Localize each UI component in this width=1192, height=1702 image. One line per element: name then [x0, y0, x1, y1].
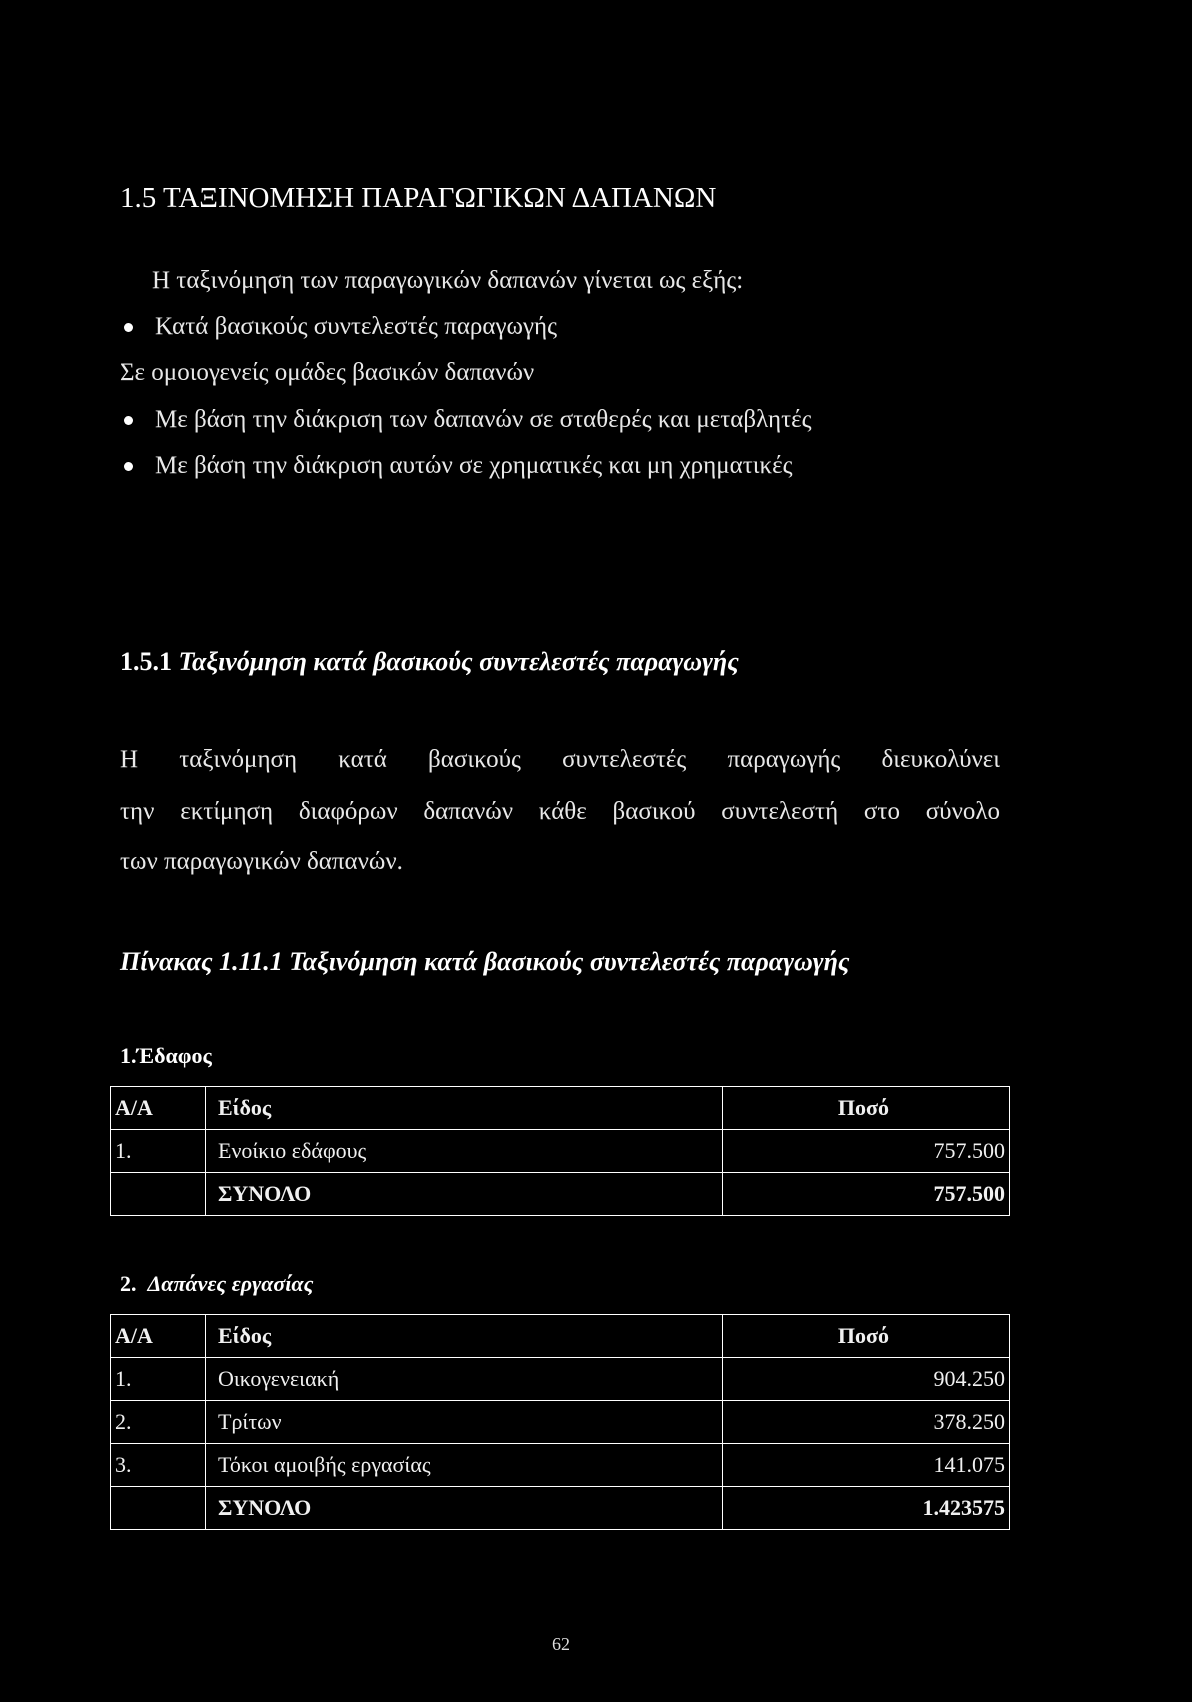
section-title: [120, 1042, 212, 1070]
cell-amount: 378.250: [723, 1401, 1010, 1444]
table-row: [111, 1130, 1010, 1173]
cell-aa: 1.: [111, 1358, 206, 1401]
paragraph-line: των παραγωγικών δαπανών.: [120, 848, 403, 875]
subsection-heading: [120, 645, 739, 679]
section-title: [120, 1270, 313, 1298]
intro-text: Η ταξινόμηση των παραγωγικών δαπανών γίνεται ως εξής:: [152, 267, 744, 294]
cell-blank: [111, 1487, 206, 1530]
section-number: 1.: [120, 1043, 137, 1068]
total-amount: 757.500: [723, 1173, 1010, 1216]
table-header-row: [111, 1315, 1010, 1358]
cell-aa: 3.: [111, 1444, 206, 1487]
cell-amount: 141.075: [723, 1444, 1010, 1487]
table-caption-label: Πίνακας 1.11.1: [120, 947, 283, 976]
table-total-row: [111, 1173, 1010, 1216]
list-item: [124, 404, 812, 436]
header-amount: Ποσό: [723, 1087, 1010, 1130]
list-item-text: Κατά βασικούς συντελεστές παραγωγής: [155, 313, 558, 340]
section-name: Έδαφος: [136, 1043, 212, 1068]
header-aa: Α/Α: [111, 1315, 206, 1358]
list-item-text: Με βάση την διάκριση των δαπανών σε σταθερές και μεταβλητές: [155, 406, 812, 433]
list-item: [120, 357, 534, 389]
cell-aa: 2.: [111, 1401, 206, 1444]
header-amount: Ποσό: [723, 1315, 1010, 1358]
page-number: 62: [552, 1634, 570, 1654]
list-item: [124, 450, 793, 482]
subsection-number: 1.5.1: [120, 647, 172, 676]
list-item-text: Σε ομοιογενείς ομάδες βασικών δαπανών: [120, 359, 535, 386]
cell-kind: Τόκοι αμοιβής εργασίας: [206, 1444, 723, 1487]
section-number: 2.: [120, 1271, 137, 1296]
cell-kind: Οικογενειακή: [206, 1358, 723, 1401]
section-heading: 1.5 ΤΑΞΙΝΟΜΗΣΗ ΠΑΡΑΓΩΓΙΚΩΝ ΔΑΠΑΝΩΝ: [120, 182, 717, 214]
table-row: [111, 1358, 1010, 1401]
paragraph-line: Η ταξινόμηση κατά βασικούς συντελεστές παραγωγής διευκολύνει: [120, 746, 1000, 773]
cell-amount: 757.500: [723, 1130, 1010, 1173]
bullet-icon: [124, 323, 133, 332]
table-caption: [120, 945, 850, 979]
total-label: ΣΥΝΟΛΟ: [206, 1487, 723, 1530]
header-aa: Α/Α: [111, 1087, 206, 1130]
cell-kind: Τρίτων: [206, 1401, 723, 1444]
table-row: [111, 1401, 1010, 1444]
table-total-row: [111, 1487, 1010, 1530]
cell-kind: Ενοίκιο εδάφους: [206, 1130, 723, 1173]
cell-amount: 904.250: [723, 1358, 1010, 1401]
cell-blank: [111, 1173, 206, 1216]
total-label: ΣΥΝΟΛΟ: [206, 1173, 723, 1216]
header-kind: Είδος: [206, 1087, 723, 1130]
header-kind: Είδος: [206, 1315, 723, 1358]
list-item: [124, 311, 557, 343]
list-item-text: Με βάση την διάκριση αυτών σε χρηματικές και μη χρηματικές: [155, 452, 793, 479]
table-header-row: [111, 1087, 1010, 1130]
table-row: [111, 1444, 1010, 1487]
bullet-icon: [124, 462, 133, 471]
subsection-title: Ταξινόμηση κατά βασικούς συντελεστές παραγωγής: [178, 647, 739, 676]
total-amount: 1.423575: [723, 1487, 1010, 1530]
cost-table: [110, 1314, 1010, 1530]
cost-table: [110, 1086, 1010, 1216]
cell-aa: 1.: [111, 1130, 206, 1173]
table-caption-title: Ταξινόμηση κατά βασικούς συντελεστές παραγωγής: [289, 947, 850, 976]
section-name: Δαπάνες εργασίας: [147, 1271, 314, 1296]
paragraph-line: την εκτίμηση διαφόρων δαπανών κάθε βασικού συντελεστή στο σύνολο: [120, 798, 1000, 825]
bullet-icon: [124, 416, 133, 425]
